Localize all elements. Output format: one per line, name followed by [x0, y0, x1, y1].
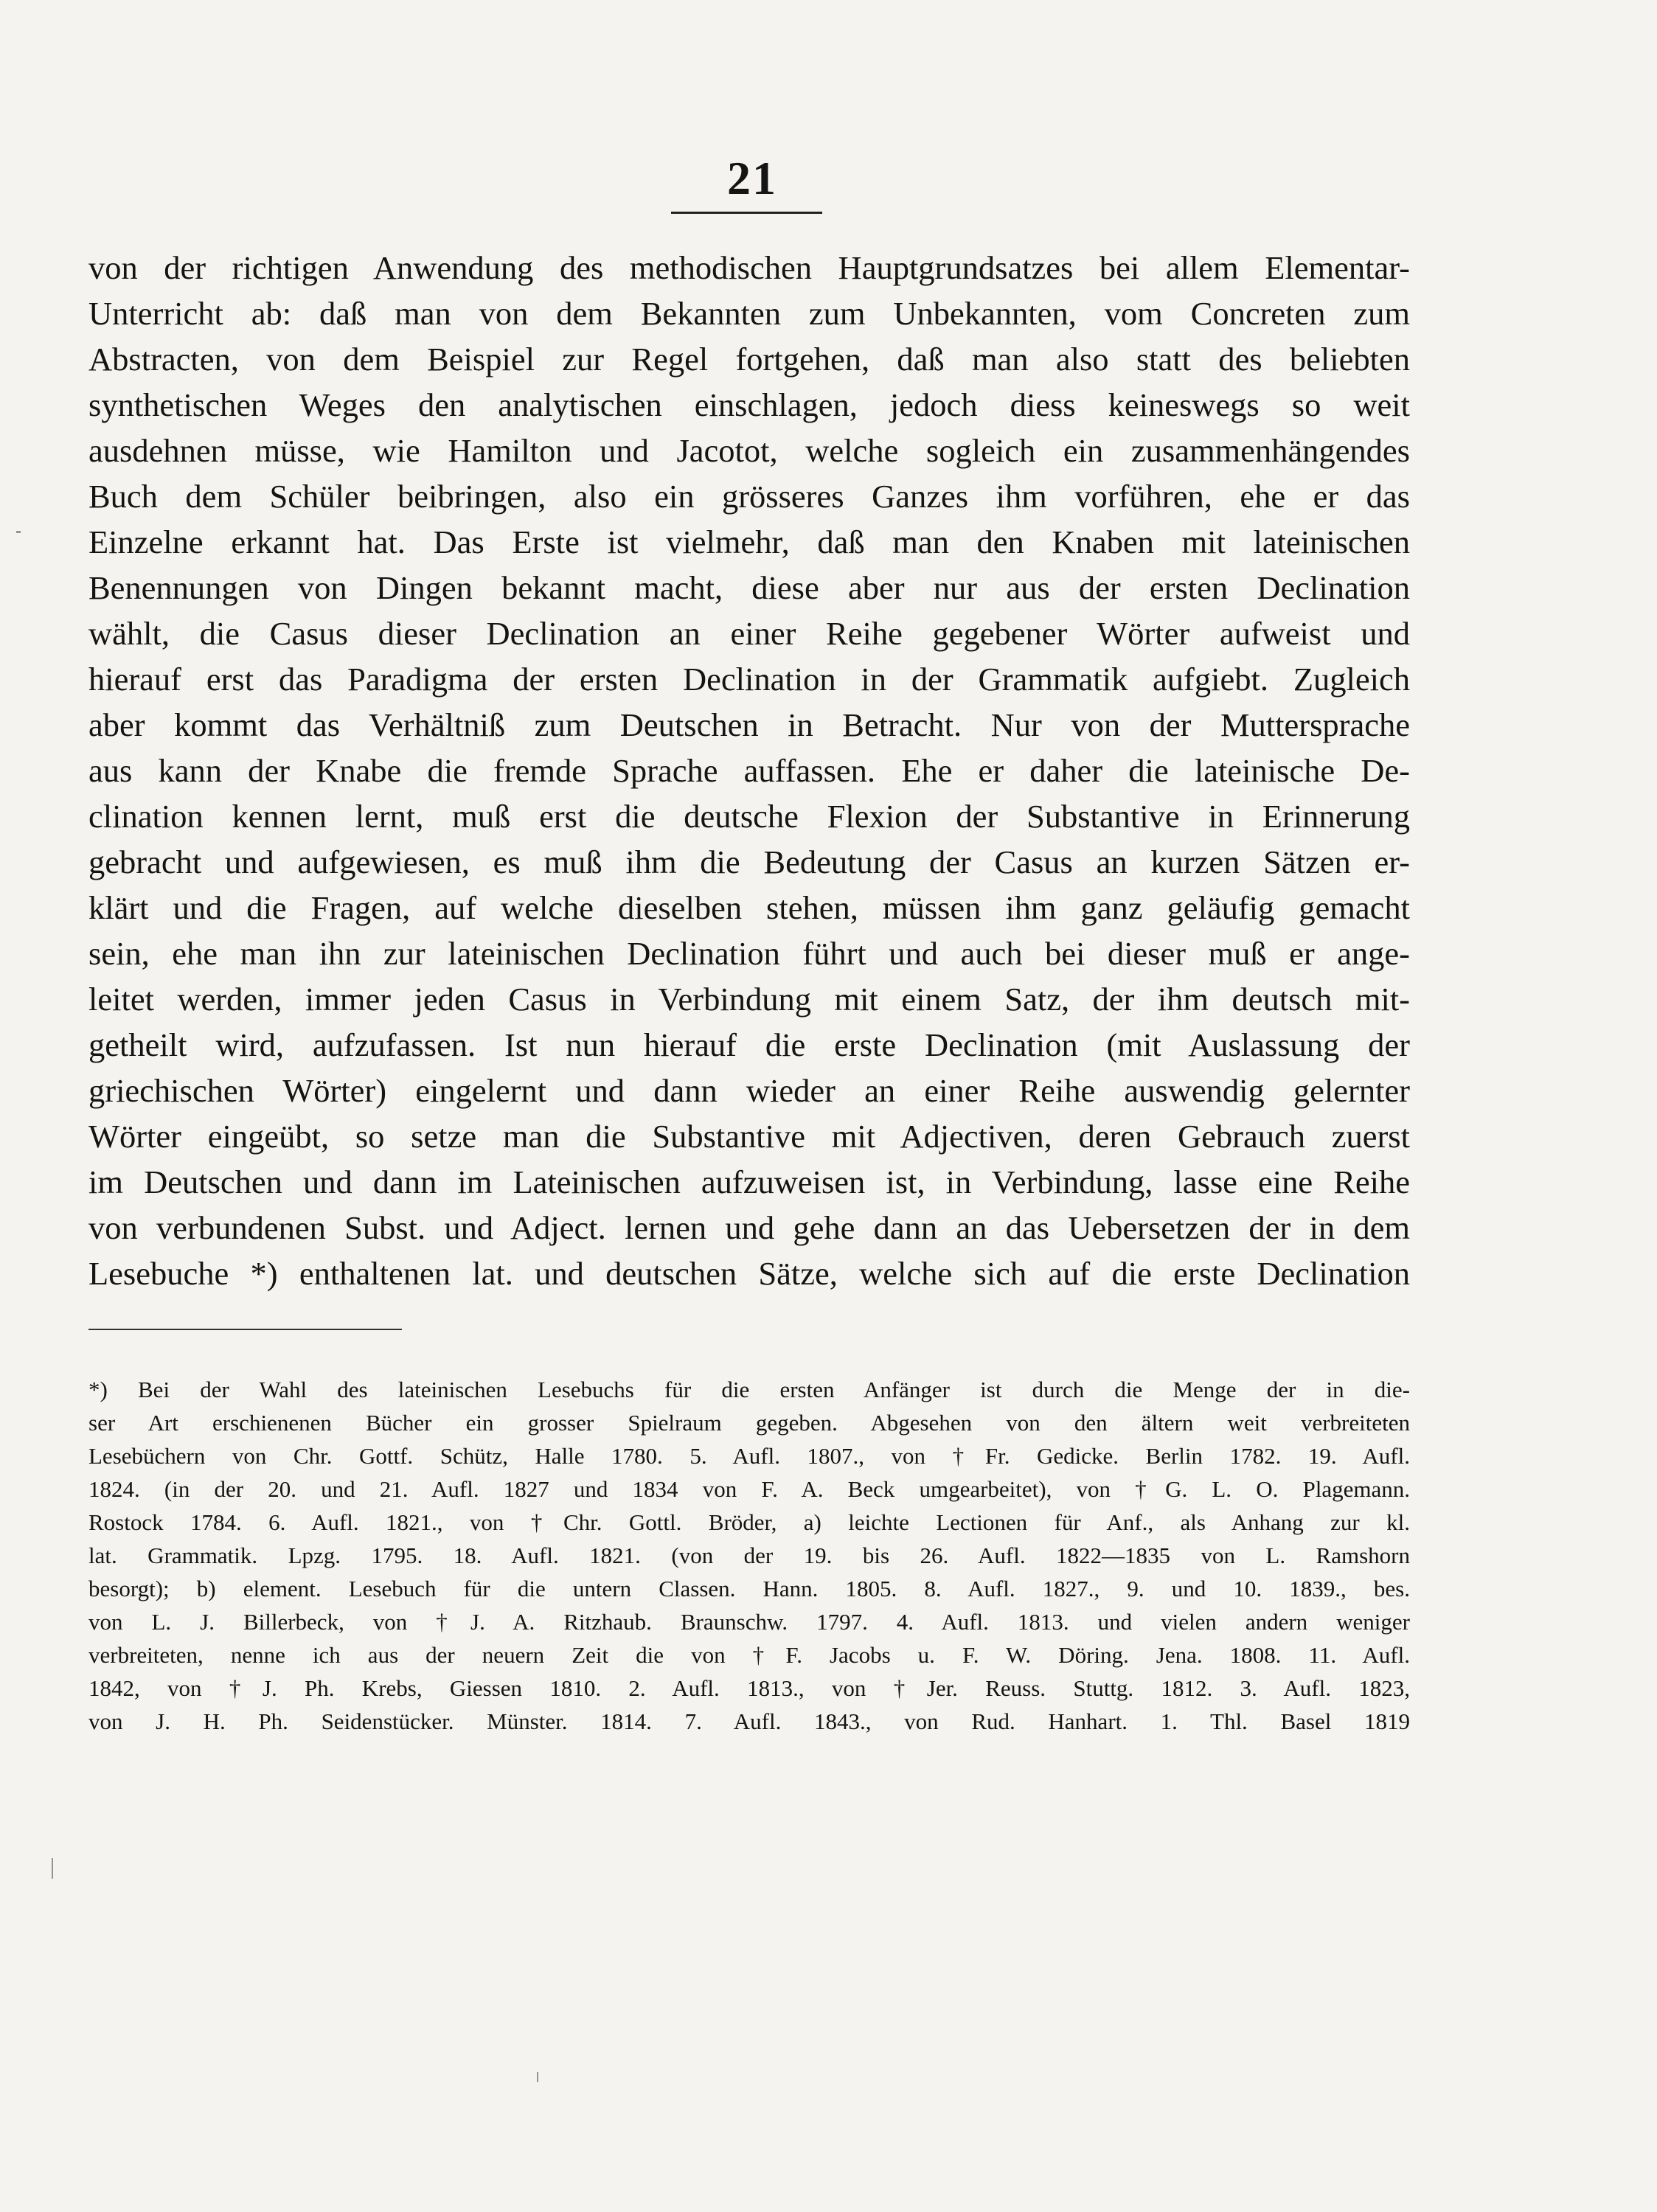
text-line: leitet werden, immer jeden Casus in Verbindung mit einem Satz, der ihm deutsch mit- [88, 981, 1410, 1018]
text-line: Wörter eingeübt, so setze man die Substantive mit Adjectiven, deren Gebrauch zuerst [88, 1118, 1410, 1155]
footnote [88, 1373, 1410, 1738]
text-line: ausdehnen müsse, wie Hamilton und Jacotot, welche sogleich ein zusammenhängendes [88, 432, 1410, 469]
scan-speck [16, 531, 21, 533]
text-line: wählt, die Casus dieser Declination an einer Reihe gegebener Wörter aufweist und [88, 615, 1410, 652]
text-line: sein, ehe man ihn zur lateinischen Declination führt und auch bei dieser muß er ange- [88, 935, 1410, 972]
text-line: klärt und die Fragen, auf welche dieselben stehen, müssen ihm ganz geläufig gemacht [88, 889, 1410, 926]
text-line: aber kommt das Verhältniß zum Deutschen in Betracht. Nur von der Muttersprache [88, 706, 1410, 743]
text-line: Buch dem Schüler beibringen, also ein grösseres Ganzes ihm vorführen, ehe er das [88, 478, 1410, 515]
text-line: Unterricht ab: daß man von dem Bekannten zum Unbekannten, vom Concreten zum [88, 295, 1410, 332]
text-line: im Deutschen und dann im Lateinischen aufzuweisen ist, in Verbindung, lasse eine Reihe [88, 1164, 1410, 1200]
main-text [88, 245, 1410, 1296]
scan-speck [52, 1858, 53, 1879]
scan-speck [537, 2072, 538, 2082]
text-line: synthetischen Weges den analytischen einschlagen, jedoch diess keineswegs so weit [88, 386, 1410, 423]
text-line: Abstracten, von dem Beispiel zur Regel fortgehen, daß man also statt des beliebten [88, 341, 1410, 378]
page-number: 21 [727, 152, 777, 204]
footnote-separator [88, 1329, 402, 1330]
page-number-underline [671, 212, 822, 214]
text-line: hierauf erst das Paradigma der ersten Declination in der Grammatik aufgiebt. Zugleich [88, 661, 1410, 698]
text-line: Benennungen von Dingen bekannt macht, diese aber nur aus der ersten Declination [88, 569, 1410, 606]
footnote-line: lat. Grammatik. Lpzg. 1795. 18. Aufl. 1821. (von der 19. bis 26. Aufl. 1822—1835 von L. Ramshorn [88, 1543, 1410, 1568]
footnote-line: ser Art erschienenen Bücher ein grosser Spielraum gegeben. Abgesehen von den ältern weit verbreiteten [88, 1410, 1410, 1436]
text-line: clination kennen lernt, muß erst die deutsche Flexion der Substantive in Erinnerung [88, 798, 1410, 835]
text-line: griechischen Wörter) eingelernt und dann wieder an einer Reihe auswendig gelernter [88, 1072, 1410, 1109]
footnote-line: 1842, von †J. Ph. Krebs, Giessen 1810. 2. Aufl. 1813., von †Jer. Reuss. Stuttg. 1812. 3. Aufl. 1823, [88, 1675, 1410, 1701]
text-line: getheilt wird, aufzufassen. Ist nun hierauf die erste Declination (mit Auslassung der [88, 1026, 1410, 1063]
footnote-line: von J. H. Ph. Seidenstücker. Münster. 1814. 7. Aufl. 1843., von Rud. Hanhart. 1. Thl. Basel 1819 [88, 1708, 1410, 1734]
footnote-line: *) Bei der Wahl des lateinischen Lesebuchs für die ersten Anfänger ist durch die Menge der in die- [88, 1377, 1410, 1402]
footnote-line: besorgt); b) element. Lesebuch für die untern Classen. Hann. 1805. 8. Aufl. 1827., 9. und 10. 1839., bes. [88, 1576, 1410, 1601]
text-line: Einzelne erkannt hat. Das Erste ist vielmehr, daß man den Knaben mit lateinischen [88, 524, 1410, 560]
footnote-line: Lesebüchern von Chr. Gottf. Schütz, Halle 1780. 5. Aufl. 1807., von †Fr. Gedicke. Berlin 1782. 19. Aufl. [88, 1443, 1410, 1469]
text-line: Lesebuche *) enthaltenen lat. und deutschen Sätze, welche sich auf die erste Declination [88, 1255, 1410, 1292]
text-line: von der richtigen Anwendung des methodischen Hauptgrundsatzes bei allem Elementar- [88, 249, 1410, 286]
footnote-line: 1824. (in der 20. und 21. Aufl. 1827 und 1834 von F. A. Beck umgearbeitet), von †G. L. O. Plagemann. [88, 1476, 1410, 1502]
footnote-line: von L. J. Billerbeck, von †J. A. Ritzhaub. Braunschw. 1797. 4. Aufl. 1813. und vielen andern weniger [88, 1609, 1410, 1635]
text-line: von verbundenen Subst. und Adject. lernen und gehe dann an das Uebersetzen der in dem [88, 1209, 1410, 1246]
text-line: aus kann der Knabe die fremde Sprache auffassen. Ehe er daher die lateinische De- [88, 752, 1410, 789]
footnote-line: verbreiteten, nenne ich aus der neuern Zeit die von †F. Jacobs u. F. W. Döring. Jena. 1808. 11. Aufl. [88, 1642, 1410, 1668]
text-line: gebracht und aufgewiesen, es muß ihm die Bedeutung der Casus an kurzen Sätzen er- [88, 844, 1410, 880]
footnote-line: Rostock 1784. 6. Aufl. 1821., von †Chr. Gottl. Bröder, a) leichte Lectionen für Anf., als Anhang zur kl. [88, 1509, 1410, 1535]
